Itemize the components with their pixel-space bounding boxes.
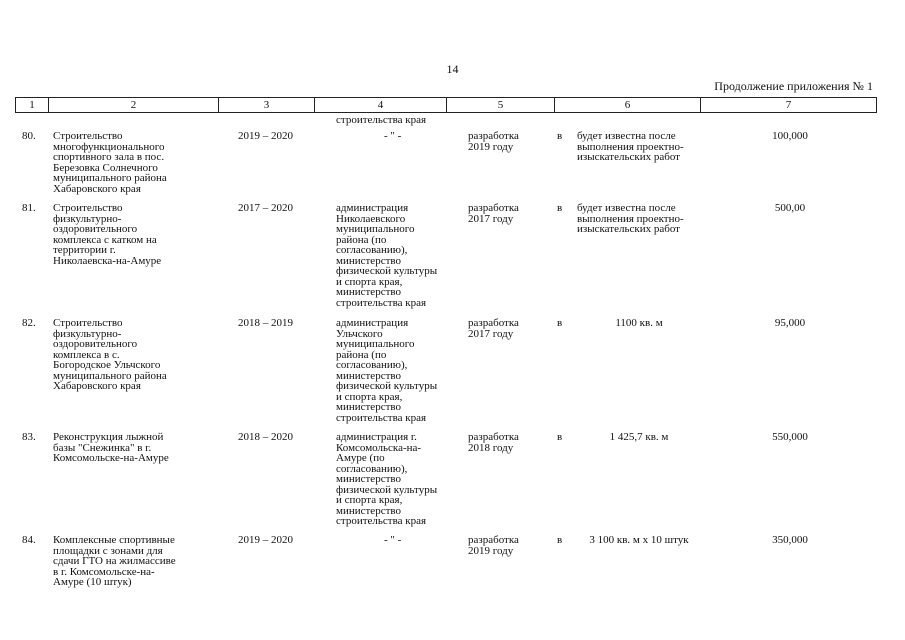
- preposition: в: [557, 130, 563, 142]
- object-name: Строительство многофункционального спортивного зала в пос. Березовка Солнечного муниципального района Хабаровского края: [53, 130, 167, 195]
- development-year: разработка 2019 году: [468, 130, 519, 153]
- row-number: 84.: [22, 534, 36, 546]
- period: 2018 – 2019: [238, 317, 293, 329]
- preposition: в: [557, 534, 563, 546]
- object-name: Строительство физкультурно- оздоровительного комплекса с катком на территории г. Николаевска-на-Амуре: [53, 202, 162, 267]
- preposition: в: [557, 202, 563, 214]
- responsible: - " -: [384, 130, 402, 142]
- column-header-6: 6: [555, 98, 701, 113]
- capacity: будет известна после выполнения проектно- изыскательских работ: [577, 202, 684, 235]
- row-number: 82.: [22, 317, 36, 329]
- responsible: администрация г. Комсомольска-на- Амуре (по согласованию), министерство физической культуры и спорта края, министерство строительства края: [336, 431, 438, 527]
- column-header-7: 7: [701, 98, 877, 113]
- page-number: 14: [446, 62, 459, 76]
- responsible: администрация Николаевского муниципального района (по согласованию), министерство физической культуры и спорта края, министерство строительства края: [336, 202, 438, 309]
- continuation-title: Продолжение приложения № 1: [714, 79, 873, 93]
- column-header-row: [15, 97, 877, 113]
- period: 2018 – 2020: [238, 431, 293, 443]
- cost: 95,000: [774, 317, 806, 329]
- preposition: в: [557, 317, 563, 329]
- capacity: 1100 кв. м: [615, 317, 663, 329]
- responsible: администрация Ульчского муниципального района (по согласованию), министерство физической культуры и спорта края, министерство строительства края: [336, 317, 438, 424]
- cost: 350,000: [772, 534, 808, 546]
- object-name: Реконструкция лыжной базы "Снежинка" в г. Комсомольске-на-Амуре: [53, 431, 169, 464]
- column-header-1: 1: [16, 98, 49, 113]
- period: 2017 – 2020: [238, 202, 293, 214]
- object-name: Комплексные спортивные площадки с зонами для сдачи ГТО на жилмассиве в г. Комсомольске-на- Амуре (10 штук): [53, 534, 176, 588]
- development-year: разработка 2017 году: [468, 317, 519, 340]
- cost: 100,000: [772, 130, 808, 142]
- preposition: в: [557, 431, 563, 443]
- development-year: разработка 2018 году: [468, 431, 519, 454]
- carryover-fragment: строительства края: [336, 114, 427, 126]
- row-number: 81.: [22, 202, 36, 214]
- period: 2019 – 2020: [238, 534, 293, 546]
- cost: 500,00: [774, 202, 806, 214]
- capacity: будет известна после выполнения проектно- изыскательских работ: [577, 130, 684, 163]
- row-number: 80.: [22, 130, 36, 142]
- responsible: - " -: [384, 534, 402, 546]
- object-name: Строительство физкультурно- оздоровительного комплекса в с. Богородское Ульчского муниципального района Хабаровского края: [53, 317, 167, 392]
- column-header-3: 3: [219, 98, 315, 113]
- capacity: 3 100 кв. м х 10 штук: [589, 534, 689, 546]
- row-number: 83.: [22, 431, 36, 443]
- development-year: разработка 2017 году: [468, 202, 519, 225]
- development-year: разработка 2019 году: [468, 534, 519, 557]
- cost: 550,000: [772, 431, 808, 443]
- column-header-5: 5: [447, 98, 555, 113]
- capacity: 1 425,7 кв. м: [609, 431, 669, 443]
- period: 2019 – 2020: [238, 130, 293, 142]
- column-header-4: 4: [315, 98, 447, 113]
- column-header-2: 2: [49, 98, 219, 113]
